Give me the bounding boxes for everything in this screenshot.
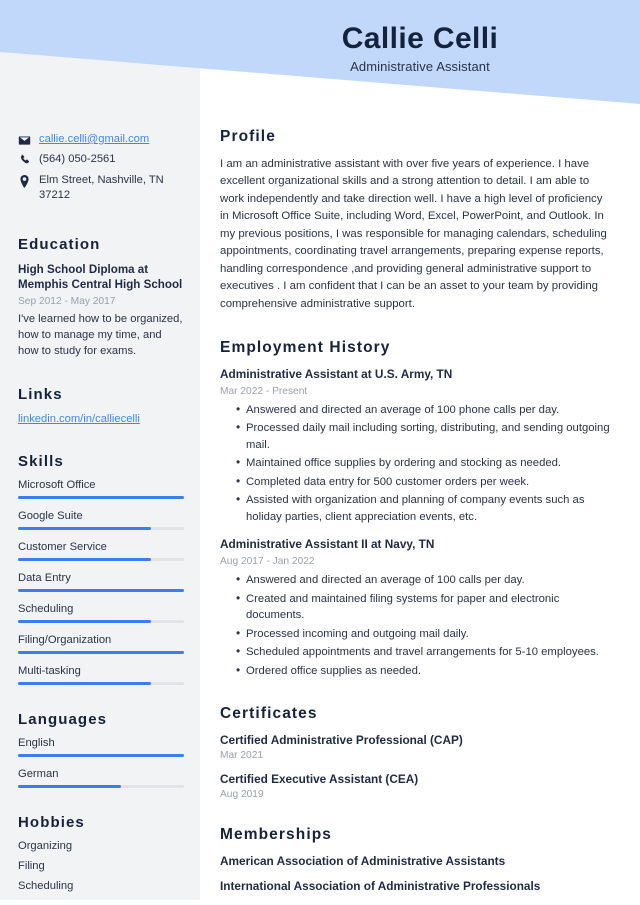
job-bullet-list	[220, 572, 612, 679]
languages-heading: Languages	[18, 711, 108, 729]
contact-address-text: Elm Street, Nashville, TN 37212	[39, 173, 164, 202]
membership-item: International Association of Administrative Professionals	[220, 879, 541, 894]
skill-label: Data Entry	[18, 572, 71, 585]
skill-item	[18, 510, 184, 530]
job-bullet: • Answered and directed an average of 100 phone calls per day.	[236, 402, 612, 418]
language-bar-fill	[18, 785, 121, 788]
skill-item	[18, 665, 184, 685]
skill-item	[18, 603, 184, 623]
profile-section	[220, 128, 612, 313]
job-bullet: • Answered and directed an average of 100 calls per day.	[236, 572, 612, 588]
education-description: I've learned how to be organized, how to manage my time, and how to study for exams.	[18, 313, 183, 357]
education-heading: Education	[18, 235, 101, 253]
links-heading: Links	[18, 385, 63, 403]
language-item	[18, 768, 184, 788]
contact-address-row	[18, 173, 184, 204]
job-bullet: • Ordered office supplies as needed.	[236, 663, 612, 679]
job-bullet: • Scheduled appointments and travel arrangements for 5-10 employees.	[236, 644, 612, 660]
skill-label: Filing/Organization	[18, 634, 112, 647]
skill-bar-track	[18, 496, 184, 499]
linkedin-link[interactable]: linkedin.com/in/calliecelli	[18, 412, 140, 425]
education-date: Sep 2012 - May 2017	[18, 296, 116, 308]
contact-email-row	[18, 132, 184, 147]
job-bullet: • Processed incoming and outgoing mail daily.	[236, 626, 612, 642]
skill-bar-fill	[18, 651, 184, 654]
skill-bar-track	[18, 589, 184, 592]
contact-phone-text: (564) 050-2561	[39, 153, 116, 166]
certificates-heading: Certificates	[220, 705, 318, 723]
job-bullet: • Maintained office supplies by ordering and stocking as needed.	[236, 455, 612, 471]
skill-label: Customer Service	[18, 541, 107, 554]
hobby-item: Organizing	[18, 840, 73, 853]
memberships-section	[220, 826, 612, 893]
language-label: German	[18, 768, 59, 781]
certificate-title: Certified Executive Assistant (CEA)	[220, 772, 419, 787]
email-link[interactable]: callie.celli@gmail.com	[39, 133, 150, 145]
skill-bar-track	[18, 558, 184, 561]
education-entry	[18, 262, 184, 360]
certificate-entry	[220, 772, 612, 800]
skill-label: Microsoft Office	[18, 479, 96, 492]
language-bar-track	[18, 754, 184, 757]
job-title: Administrative Assistant II at Navy, TN	[220, 537, 435, 552]
certificate-date: Aug 2019	[220, 789, 264, 801]
skill-bar-fill	[18, 682, 151, 685]
job-entry	[220, 367, 612, 525]
job-date: Aug 2017 - Jan 2022	[220, 556, 315, 568]
skill-bar-fill	[18, 620, 151, 623]
candidate-name: Callie Celli	[341, 22, 499, 55]
skill-bar-fill	[18, 589, 184, 592]
hobby-item: Scheduling	[18, 880, 74, 893]
job-title: Administrative Assistant at U.S. Army, TN	[220, 366, 453, 381]
profile-text: I am an administrative assistant with over five years of experience. I have excellent organizational skills and a strong attention to detail. I am able to work independently and take direction well. I have a high level of proficiency in Microsoft Office Suite, including Word, Excel, PowerPoint, and Outlook. In my previous positions, I was responsible for managing calendars, scheduling appointments, coordinating travel arrangements, preparing expense reports, handling correspondence ,and providing general administrative support to executives . I am confident that I can be an asset to your team by providing comprehensive administrative support.	[220, 158, 607, 310]
skill-item	[18, 541, 184, 561]
language-label: English	[18, 737, 55, 750]
job-bullet-list	[220, 402, 612, 525]
contact-phone-row	[18, 152, 184, 167]
location-pin-icon	[18, 173, 31, 188]
skill-bar-fill	[18, 496, 184, 499]
skill-label: Multi-tasking	[18, 665, 81, 678]
links-item	[18, 412, 184, 428]
job-entry	[220, 537, 612, 679]
skill-bar-track	[18, 682, 184, 685]
certificates-section	[220, 705, 612, 800]
candidate-job-title: Administrative Assistant	[350, 59, 490, 74]
hobby-item: Filing	[18, 860, 45, 873]
phone-icon	[18, 152, 31, 166]
skill-item	[18, 572, 184, 592]
membership-item: American Association of Administrative Assistants	[220, 854, 506, 869]
skill-bar-fill	[18, 558, 151, 561]
certificate-title: Certified Administrative Professional (CAP)	[220, 733, 463, 748]
contact-email-text	[39, 132, 149, 147]
language-bar-track	[18, 785, 184, 788]
skill-item	[18, 479, 184, 499]
sidebar-content	[0, 132, 200, 900]
skill-item	[18, 634, 184, 654]
employment-section	[220, 339, 612, 679]
envelope-icon	[18, 132, 31, 147]
main-content	[200, 128, 640, 905]
profile-heading: Profile	[220, 128, 276, 145]
job-bullet: • Created and maintained filing systems for paper and electronic documents.	[236, 591, 612, 624]
job-bullet: • Completed data entry for 500 customer orders per week.	[236, 474, 612, 490]
skill-label: Scheduling	[18, 603, 74, 616]
education-title: High School Diploma at Memphis Central High School	[18, 262, 183, 292]
skill-bar-fill	[18, 527, 151, 530]
skill-bar-track	[18, 651, 184, 654]
skill-bar-track	[18, 527, 184, 530]
job-date: Mar 2022 - Present	[220, 385, 308, 397]
skills-heading: Skills	[18, 453, 64, 471]
hobbies-heading: Hobbies	[18, 814, 85, 832]
employment-heading: Employment History	[220, 338, 391, 356]
header-title-block	[200, 22, 640, 74]
job-bullet: • Processed daily mail including sorting, distributing, and sending outgoing mail.	[236, 420, 612, 453]
skill-label: Google Suite	[18, 510, 83, 523]
language-item	[18, 737, 184, 757]
certificate-date: Mar 2021	[220, 750, 264, 762]
job-bullet: • Assisted with organization and planning of company events such as holiday parties, client appreciation events, etc.	[236, 492, 612, 525]
certificate-entry	[220, 733, 612, 761]
memberships-heading: Memberships	[220, 826, 333, 844]
skill-bar-track	[18, 620, 184, 623]
language-bar-fill	[18, 754, 184, 757]
